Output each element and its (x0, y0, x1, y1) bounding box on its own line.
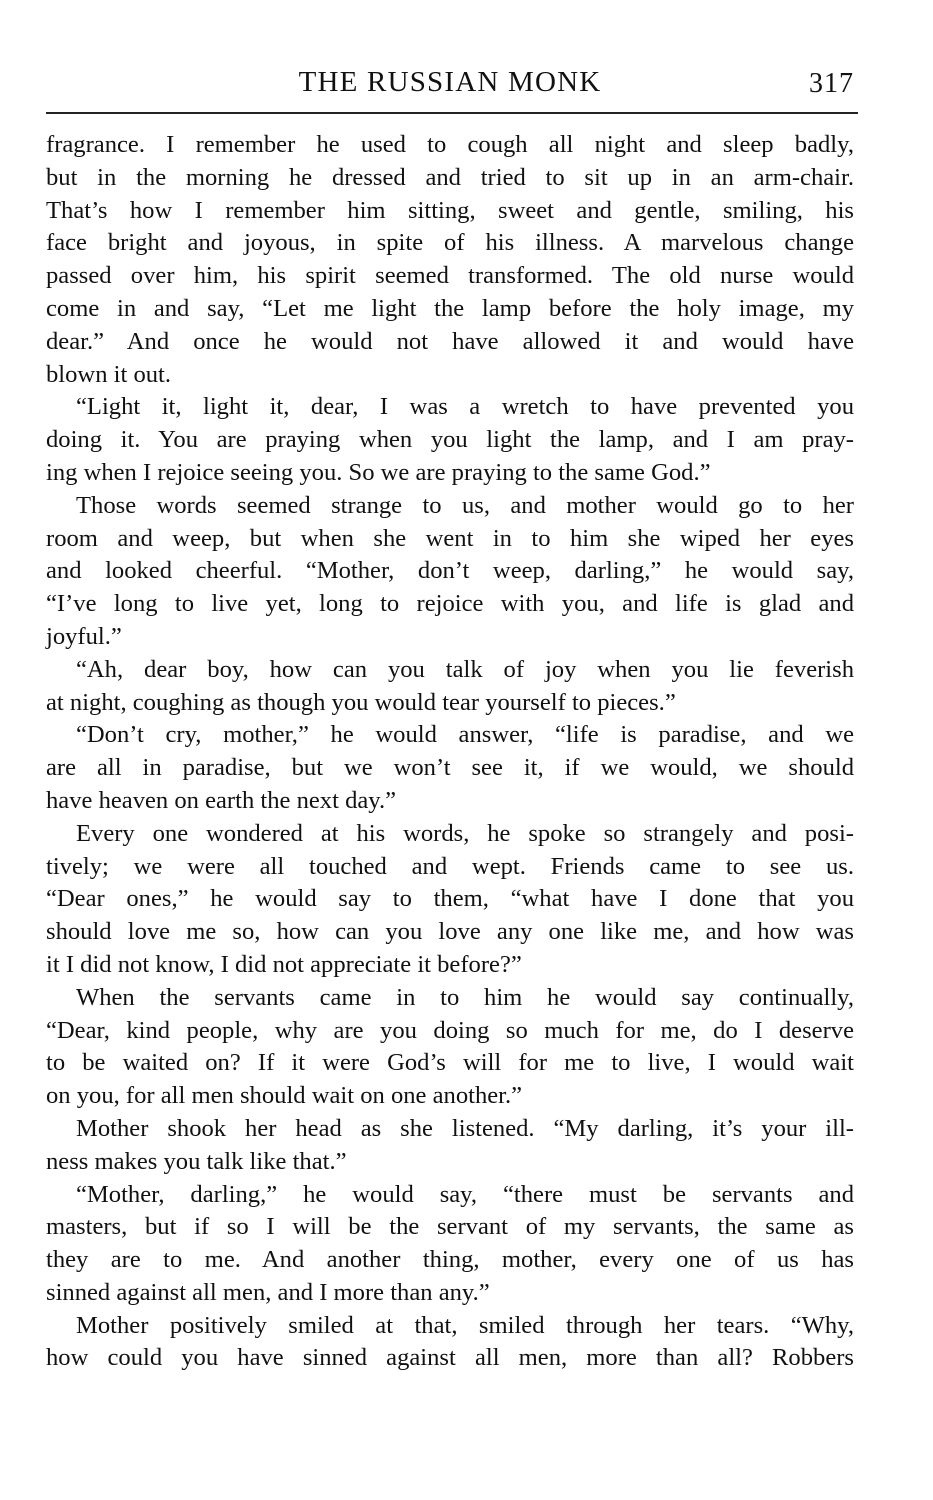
text-line: at night, coughing as though you would tear yourself to pieces.” (46, 688, 676, 716)
text-line: blown it out. (46, 360, 172, 388)
text-line: When the servants came in to him he would say continually, (76, 983, 854, 1011)
running-head (46, 62, 854, 102)
running-title: THE RUSSIAN MONK (298, 66, 602, 98)
text-line: ness makes you talk like that.” (46, 1147, 347, 1175)
text-line: “Mother, darling,” he would say, “there must be servants and (76, 1180, 854, 1208)
text-line: “Dear, kind people, why are you doing so much for me, do I deserve (46, 1016, 854, 1044)
text-line: Those words seemed strange to us, and mother would go to her (76, 491, 854, 519)
text-line: Mother positively smiled at that, smiled through her tears. “Why, (76, 1311, 854, 1339)
body-text (46, 129, 854, 1375)
text-line: how could you have sinned against all men, more than all? Robbers (46, 1344, 854, 1372)
text-line: face bright and joyous, in spite of his illness. A marvelous change (46, 229, 854, 257)
text-line: masters, but if so I will be the servant of my servants, the same as (46, 1213, 854, 1241)
text-line: “I’ve long to live yet, long to rejoice with you, and life is glad and (46, 590, 854, 618)
text-line: dear.” And once he would not have allowed it and would have (46, 327, 854, 355)
text-line: joyful.” (46, 622, 122, 650)
text-line: on you, for all men should wait on one another.” (46, 1082, 523, 1110)
text-line: to be waited on? If it were God’s will for me to live, I would wait (46, 1049, 854, 1077)
text-line: and looked cheerful. “Mother, don’t weep, darling,” he would say, (46, 557, 854, 585)
text-line: passed over him, his spirit seemed transformed. The old nurse would (46, 262, 854, 290)
text-line: room and weep, but when she went in to him she wiped her eyes (46, 524, 854, 552)
text-line: “Light it, light it, dear, I was a wretch to have prevented you (76, 393, 854, 421)
text-line: doing it. You are praying when you light the lamp, and I am pray- (46, 426, 854, 454)
page-number: 317 (809, 68, 854, 99)
text-line: “Don’t cry, mother,” he would answer, “life is paradise, and we (76, 721, 854, 749)
text-line: it I did not know, I did not appreciate it before?” (46, 950, 522, 978)
text-line: are all in paradise, but we won’t see it, if we would, we should (46, 754, 854, 782)
text-line: tively; we were all touched and wept. Friends came to see us. (46, 852, 854, 880)
text-line: “Ah, dear boy, how can you talk of joy when you lie feverish (76, 655, 854, 683)
text-line: That’s how I remember him sitting, sweet and gentle, smiling, his (46, 196, 854, 224)
header-rule (46, 112, 858, 114)
text-line: “Dear ones,” he would say to them, “what have I done that you (46, 885, 854, 913)
text-line: sinned against all men, and I more than any.” (46, 1278, 490, 1306)
text-line: come in and say, “Let me light the lamp before the holy image, my (46, 294, 854, 322)
text-line: fragrance. I remember he used to cough all night and sleep badly, (46, 131, 854, 158)
text-line: should love me so, how can you love any one like me, and how was (46, 918, 854, 946)
text-line: but in the morning he dressed and tried to sit up in an arm-chair. (46, 163, 854, 191)
text-line: Mother shook her head as she listened. “My darling, it’s your ill- (76, 1114, 854, 1142)
text-line: ing when I rejoice seeing you. So we are praying to the same God.” (46, 458, 711, 486)
text-line: Every one wondered at his words, he spoke so strangely and posi- (76, 819, 854, 847)
text-line: have heaven on earth the next day.” (46, 786, 397, 814)
text-line: they are to me. And another thing, mother, every one of us has (46, 1246, 854, 1274)
